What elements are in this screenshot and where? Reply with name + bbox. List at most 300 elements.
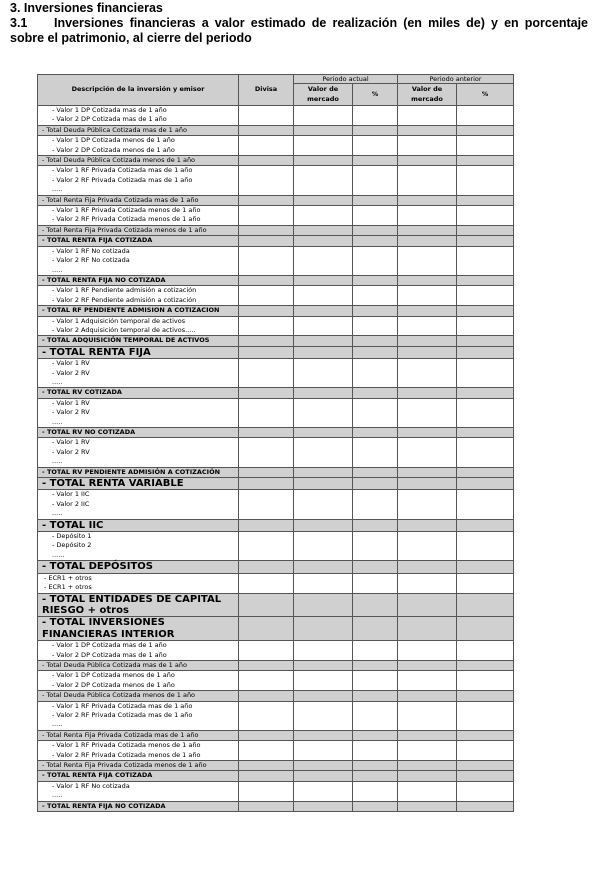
item-line: - Valor 2 RF Privada Cotizada menos de 1 año [52, 750, 201, 759]
description-cell [38, 316, 239, 336]
divisa-cell [239, 106, 294, 126]
item-line: - Valor 2 DP Cotizada mas de 1 año [52, 115, 167, 124]
pct-actual-cell [353, 730, 398, 740]
item-group-row [38, 246, 514, 275]
total-row [38, 388, 514, 398]
valor-anterior-cell [398, 730, 457, 740]
pct-actual-cell [353, 286, 398, 306]
pct-anterior-cell [457, 617, 514, 641]
subsection-number: 3.1 [10, 16, 28, 30]
valor-actual-cell [294, 346, 353, 358]
description-cell [38, 701, 239, 730]
divisa-cell [239, 388, 294, 398]
valor-actual-cell [294, 156, 353, 166]
valor-actual-cell [294, 761, 353, 771]
item-line: ..... [52, 720, 63, 729]
valor-actual-cell [294, 398, 353, 427]
pct-actual-cell [353, 761, 398, 771]
pct-anterior-cell [457, 801, 514, 811]
header-pct-anterior: % [457, 84, 514, 106]
total-label: - Total Deuda Pública Cotizada mas de 1 año [42, 660, 187, 669]
total-label: - TOTAL RV NO COTIZADA [42, 428, 136, 436]
description-cell [38, 195, 239, 205]
pct-actual-cell [353, 125, 398, 135]
pct-actual-cell [353, 388, 398, 398]
header-pct-actual: % [353, 84, 398, 106]
item-line: - Valor 1 DP Cotizada mas de 1 año [52, 106, 167, 114]
description-cell [38, 741, 239, 761]
pct-actual-cell [353, 225, 398, 235]
item-line: - Valor 1 DP Cotizada menos de 1 año [52, 136, 175, 145]
description-cell [38, 275, 239, 285]
divisa-cell [239, 206, 294, 226]
item-group-row [38, 641, 514, 661]
subsection-heading [10, 16, 588, 46]
description-cell [38, 336, 239, 346]
pct-anterior-cell [457, 106, 514, 126]
pct-actual-cell [353, 346, 398, 358]
divisa-cell [239, 316, 294, 336]
pct-actual-cell [353, 428, 398, 438]
pct-actual-cell [353, 691, 398, 701]
pct-anterior-cell [457, 286, 514, 306]
item-line: - Valor 1 RF No cotizada [52, 781, 130, 790]
item-line: - Valor 1 DP Cotizada menos de 1 año [52, 671, 175, 680]
pct-actual-cell [353, 532, 398, 561]
item-line: - Valor 2 DP Cotizada mas de 1 año [52, 650, 167, 659]
total-label: - TOTAL RENTA FIJA COTIZADA [42, 771, 153, 780]
item-group-row [38, 359, 514, 388]
pct-actual-cell [353, 801, 398, 811]
pct-actual-cell [353, 617, 398, 641]
valor-actual-cell [294, 388, 353, 398]
description-cell [38, 730, 239, 740]
total-row [38, 275, 514, 285]
divisa-cell [239, 428, 294, 438]
total-row [38, 771, 514, 781]
pct-anterior-cell [457, 701, 514, 730]
valor-actual-cell [294, 206, 353, 226]
subsection-title: Inversiones financieras a valor estimado de realización (en miles de) y en porcentaje sobre el patrimonio, al cierre del periodo [10, 16, 588, 45]
valor-anterior-cell [398, 741, 457, 761]
valor-actual-cell [294, 771, 353, 781]
pct-anterior-cell [457, 561, 514, 573]
pct-actual-cell [353, 573, 398, 593]
pct-actual-cell [353, 398, 398, 427]
valor-anterior-cell [398, 660, 457, 670]
description-cell [38, 346, 239, 358]
total-label: - Total Deuda Pública Cotizada mas de 1 año [42, 125, 187, 134]
pct-anterior-cell [457, 438, 514, 467]
description-cell [38, 641, 239, 661]
valor-actual-cell [294, 730, 353, 740]
item-line: ..... [52, 509, 63, 518]
total-row [38, 156, 514, 166]
pct-anterior-cell [457, 225, 514, 235]
valor-actual-cell [294, 236, 353, 246]
pct-anterior-cell [457, 195, 514, 205]
item-line: ..... [52, 185, 63, 194]
pct-anterior-cell [457, 761, 514, 771]
divisa-cell [239, 660, 294, 670]
header-periodo-actual: Periodo actual [294, 75, 398, 84]
description-cell [38, 246, 239, 275]
pct-actual-cell [353, 275, 398, 285]
divisa-cell [239, 286, 294, 306]
valor-anterior-cell [398, 532, 457, 561]
divisa-cell [239, 781, 294, 801]
item-line: - Valor 1 RF No cotizada [52, 246, 130, 255]
header-divisa: Divisa [239, 75, 294, 106]
total-label: - TOTAL IIC [42, 519, 104, 531]
pct-anterior-cell [457, 641, 514, 661]
valor-anterior-cell [398, 388, 457, 398]
total-row [38, 761, 514, 771]
description-cell [38, 617, 239, 641]
divisa-cell [239, 701, 294, 730]
valor-anterior-cell [398, 490, 457, 519]
item-group-row [38, 316, 514, 336]
divisa-cell [239, 771, 294, 781]
item-line: - Valor 1 DP Cotizada mas de 1 año [52, 641, 167, 650]
total-label: - Total Renta Fija Privada Cotizada mas de 1 año [42, 195, 199, 204]
item-group-row [38, 438, 514, 467]
item-line: - Valor 1 Adquisición temporal de activos [52, 316, 186, 325]
total-row [38, 478, 514, 490]
pct-anterior-cell [457, 467, 514, 477]
description-cell [38, 671, 239, 691]
pct-anterior-cell [457, 398, 514, 427]
valor-anterior-cell [398, 761, 457, 771]
description-cell [38, 388, 239, 398]
pct-anterior-cell [457, 236, 514, 246]
description-cell [38, 166, 239, 195]
valor-actual-cell [294, 532, 353, 561]
pct-actual-cell [353, 660, 398, 670]
pct-anterior-cell [457, 306, 514, 316]
valor-anterior-cell [398, 467, 457, 477]
pct-anterior-cell [457, 156, 514, 166]
divisa-cell [239, 490, 294, 519]
valor-anterior-cell [398, 428, 457, 438]
valor-actual-cell [294, 286, 353, 306]
valor-anterior-cell [398, 641, 457, 661]
item-line: - Valor 2 DP Cotizada menos de 1 año [52, 145, 175, 154]
divisa-cell [239, 532, 294, 561]
header-valor-mercado-anterior: Valor de mercado [398, 84, 457, 106]
item-line: - Valor 1 IIC [52, 490, 90, 499]
description-cell [38, 125, 239, 135]
pct-anterior-cell [457, 346, 514, 358]
valor-anterior-cell [398, 286, 457, 306]
total-row [38, 593, 514, 617]
description-cell [38, 771, 239, 781]
description-cell [38, 519, 239, 531]
valor-actual-cell [294, 691, 353, 701]
description-cell [38, 156, 239, 166]
valor-anterior-cell [398, 691, 457, 701]
valor-actual-cell [294, 660, 353, 670]
pct-actual-cell [353, 195, 398, 205]
valor-actual-cell [294, 428, 353, 438]
item-group-row [38, 286, 514, 306]
divisa-cell [239, 467, 294, 477]
valor-anterior-cell [398, 275, 457, 285]
divisa-cell [239, 761, 294, 771]
total-row [38, 801, 514, 811]
item-line: - Valor 2 RV [52, 368, 90, 377]
pct-anterior-cell [457, 771, 514, 781]
item-line: - Valor 1 RF Privada Cotizada menos de 1 año [52, 206, 201, 215]
description-cell [38, 225, 239, 235]
item-group-row [38, 741, 514, 761]
pct-anterior-cell [457, 741, 514, 761]
divisa-cell [239, 801, 294, 811]
item-line: - Depósito 2 [52, 541, 92, 550]
description-cell [38, 286, 239, 306]
total-row [38, 730, 514, 740]
pct-actual-cell [353, 438, 398, 467]
valor-anterior-cell [398, 438, 457, 467]
pct-actual-cell [353, 593, 398, 617]
valor-actual-cell [294, 573, 353, 593]
valor-actual-cell [294, 467, 353, 477]
valor-anterior-cell [398, 225, 457, 235]
pct-anterior-cell [457, 136, 514, 156]
divisa-cell [239, 336, 294, 346]
valor-anterior-cell [398, 106, 457, 126]
item-group-row [38, 490, 514, 519]
valor-actual-cell [294, 106, 353, 126]
pct-actual-cell [353, 106, 398, 126]
valor-actual-cell [294, 195, 353, 205]
valor-actual-cell [294, 561, 353, 573]
pct-actual-cell [353, 336, 398, 346]
item-line: ..... [52, 377, 63, 386]
item-line: - Valor 2 Adquisición temporal de activos..... [52, 325, 196, 334]
pct-anterior-cell [457, 519, 514, 531]
pct-anterior-cell [457, 490, 514, 519]
item-line: ..... [52, 265, 63, 274]
total-row [38, 336, 514, 346]
valor-actual-cell [294, 593, 353, 617]
item-group-row [38, 136, 514, 156]
description-cell [38, 398, 239, 427]
divisa-cell [239, 691, 294, 701]
item-line: - Valor 2 RF Privada Cotizada mas de 1 año [52, 175, 193, 184]
item-group-row [38, 781, 514, 801]
header-valor-mercado-actual: Valor de mercado [294, 84, 353, 106]
valor-anterior-cell [398, 478, 457, 490]
valor-actual-cell [294, 225, 353, 235]
pct-actual-cell [353, 136, 398, 156]
valor-actual-cell [294, 275, 353, 285]
total-label: - TOTAL RENTA VARIABLE [42, 478, 184, 490]
valor-actual-cell [294, 359, 353, 388]
item-line: ..... [52, 791, 63, 800]
divisa-cell [239, 306, 294, 316]
pct-actual-cell [353, 671, 398, 691]
pct-actual-cell [353, 467, 398, 477]
valor-anterior-cell [398, 781, 457, 801]
item-group-row [38, 671, 514, 691]
total-label: - TOTAL RENTA FIJA COTIZADA [42, 236, 153, 245]
pct-actual-cell [353, 641, 398, 661]
total-label: - TOTAL DEPÓSITOS [42, 561, 154, 573]
total-label: - TOTAL RENTA FIJA NO COTIZADA [42, 801, 166, 810]
table-body [38, 106, 514, 812]
item-line: - Valor 2 RF Privada Cotizada menos de 1 año [52, 215, 201, 224]
total-label: - Total Renta Fija Privada Cotizada menos de 1 año [42, 761, 207, 769]
item-group-row [38, 398, 514, 427]
header-periodo-anterior: Periodo anterior [398, 75, 514, 84]
item-line: - Valor 1 RF Pendiente admisión a cotización [52, 286, 197, 295]
valor-anterior-cell [398, 236, 457, 246]
valor-actual-cell [294, 641, 353, 661]
pct-actual-cell [353, 166, 398, 195]
item-line: - Valor 2 RF Pendiente admisión a cotización [52, 295, 197, 304]
valor-anterior-cell [398, 306, 457, 316]
description-cell [38, 660, 239, 670]
valor-actual-cell [294, 316, 353, 336]
pct-anterior-cell [457, 166, 514, 195]
pct-actual-cell [353, 306, 398, 316]
pct-anterior-cell [457, 730, 514, 740]
divisa-cell [239, 398, 294, 427]
valor-anterior-cell [398, 398, 457, 427]
item-line: ..... [52, 417, 63, 426]
item-line: - Valor 1 RF Privada Cotizada menos de 1 año [52, 741, 201, 750]
valor-actual-cell [294, 519, 353, 531]
pct-actual-cell [353, 490, 398, 519]
pct-anterior-cell [457, 671, 514, 691]
description-cell [38, 490, 239, 519]
description-cell [38, 467, 239, 477]
pct-actual-cell [353, 236, 398, 246]
divisa-cell [239, 346, 294, 358]
item-line: - Valor 1 RF Privada Cotizada mas de 1 año [52, 166, 193, 175]
pct-actual-cell [353, 781, 398, 801]
item-line: - Valor 2 RV [52, 408, 90, 417]
total-row [38, 306, 514, 316]
item-line: ...... [52, 550, 65, 559]
item-group-row [38, 106, 514, 126]
pct-actual-cell [353, 246, 398, 275]
description-cell [38, 438, 239, 467]
item-group-row [38, 532, 514, 561]
header-description: Descripción de la inversión y emisor [38, 75, 239, 106]
total-row [38, 225, 514, 235]
pct-anterior-cell [457, 532, 514, 561]
divisa-cell [239, 246, 294, 275]
total-row [38, 561, 514, 573]
total-label: - TOTAL RENTA FIJA [42, 346, 151, 358]
pct-actual-cell [353, 206, 398, 226]
pct-actual-cell [353, 741, 398, 761]
total-row [38, 617, 514, 641]
pct-actual-cell [353, 771, 398, 781]
valor-actual-cell [294, 306, 353, 316]
total-label: - TOTAL RV PENDIENTE ADMISIÓN A COTIZACIÓN [42, 467, 221, 476]
valor-anterior-cell [398, 801, 457, 811]
valor-actual-cell [294, 166, 353, 195]
total-row [38, 691, 514, 701]
pct-anterior-cell [457, 316, 514, 336]
total-row [38, 236, 514, 246]
divisa-cell [239, 519, 294, 531]
divisa-cell [239, 573, 294, 593]
valor-actual-cell [294, 490, 353, 519]
valor-anterior-cell [398, 246, 457, 275]
divisa-cell [239, 593, 294, 617]
pct-anterior-cell [457, 428, 514, 438]
total-row [38, 467, 514, 477]
description-cell [38, 478, 239, 490]
pct-actual-cell [353, 359, 398, 388]
divisa-cell [239, 730, 294, 740]
valor-actual-cell [294, 136, 353, 156]
description-cell [38, 801, 239, 811]
valor-anterior-cell [398, 701, 457, 730]
pct-anterior-cell [457, 660, 514, 670]
valor-anterior-cell [398, 359, 457, 388]
item-group-row [38, 573, 514, 593]
pct-anterior-cell [457, 781, 514, 801]
valor-anterior-cell [398, 316, 457, 336]
divisa-cell [239, 275, 294, 285]
investments-table [37, 74, 514, 812]
pct-anterior-cell [457, 275, 514, 285]
item-line: - Valor 2 RF No cotizada [52, 256, 130, 265]
valor-anterior-cell [398, 593, 457, 617]
item-line: ..... [52, 457, 63, 466]
total-row [38, 428, 514, 438]
divisa-cell [239, 195, 294, 205]
valor-anterior-cell [398, 136, 457, 156]
divisa-cell [239, 671, 294, 691]
total-row [38, 195, 514, 205]
description-cell [38, 206, 239, 226]
valor-anterior-cell [398, 519, 457, 531]
item-group-row [38, 701, 514, 730]
pct-anterior-cell [457, 593, 514, 617]
total-label: - Total Renta Fija Privada Cotizada mas de 1 año [42, 730, 199, 739]
description-cell [38, 106, 239, 126]
total-label: - Total Deuda Pública Cotizada menos de 1 año [42, 156, 196, 165]
description-cell [38, 781, 239, 801]
pct-actual-cell [353, 156, 398, 166]
divisa-cell [239, 236, 294, 246]
divisa-cell [239, 561, 294, 573]
item-line: - Valor 1 RV [52, 438, 90, 447]
item-group-row [38, 206, 514, 226]
pct-actual-cell [353, 561, 398, 573]
divisa-cell [239, 741, 294, 761]
valor-anterior-cell [398, 573, 457, 593]
valor-anterior-cell [398, 346, 457, 358]
valor-actual-cell [294, 801, 353, 811]
valor-anterior-cell [398, 125, 457, 135]
total-label: - TOTAL RV COTIZADA [42, 388, 122, 397]
pct-actual-cell [353, 316, 398, 336]
total-row [38, 519, 514, 531]
divisa-cell [239, 359, 294, 388]
pct-anterior-cell [457, 336, 514, 346]
pct-anterior-cell [457, 478, 514, 490]
valor-actual-cell [294, 125, 353, 135]
valor-actual-cell [294, 671, 353, 691]
total-label: - TOTAL ENTIDADES DE CAPITAL RIESGO + otros [42, 593, 222, 616]
